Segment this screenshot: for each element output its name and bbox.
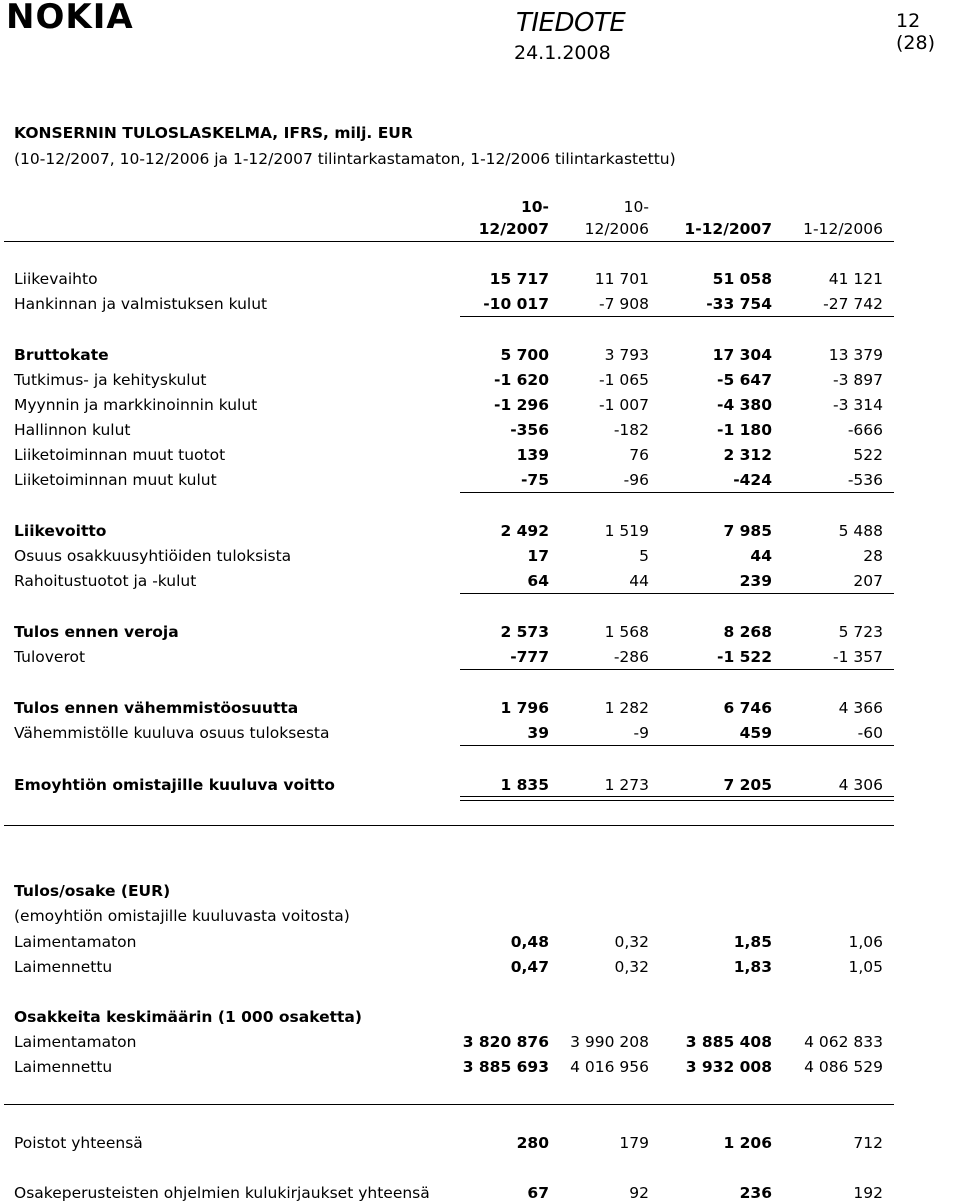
nokia-logo: NOKIA: [6, 0, 134, 37]
subtotal-rule: [460, 316, 894, 317]
row-value-col4: 41 121: [828, 270, 883, 288]
col-header-2-line1: 10-: [623, 198, 649, 216]
other-row: [0, 1182, 960, 1204]
shares-row: [0, 1056, 960, 1078]
row-value-col3: 1 206: [723, 1134, 772, 1152]
row-value-col2: -182: [613, 421, 649, 439]
row-value-col2: -7 908: [599, 295, 649, 313]
shares-title-row: [0, 1006, 960, 1028]
subtotal-rule: [460, 669, 894, 670]
header-rule: [4, 241, 894, 242]
row-value-col3: -1 180: [717, 421, 772, 439]
document-date: 24.1.2008: [514, 42, 611, 64]
statement-row: [0, 621, 960, 643]
row-label: Poistot yhteensä: [14, 1134, 143, 1152]
row-value-col1: -777: [510, 648, 549, 666]
statement-row: [0, 570, 960, 592]
row-value-col2: -9: [633, 724, 649, 742]
statement-row: [0, 646, 960, 668]
row-value-col2: 1 273: [604, 776, 649, 794]
row-value-col4: 5 488: [838, 522, 883, 540]
row-value-col1: 39: [527, 724, 549, 742]
row-value-col1: 5 700: [500, 346, 549, 364]
row-value-col1: 280: [516, 1134, 549, 1152]
row-value-col2: -96: [623, 471, 649, 489]
document-type: TIEDOTE: [516, 8, 626, 38]
subtotal-rule: [460, 745, 894, 746]
row-label: Vähemmistölle kuuluva osuus tuloksesta: [14, 724, 330, 742]
section-rule-2: [4, 1104, 894, 1105]
row-value-col4: 5 723: [838, 623, 883, 641]
row-value-col2: 4 016 956: [570, 1058, 649, 1076]
row-value-col2: 1 519: [604, 522, 649, 540]
col-header-2-line2: 12/2006: [584, 220, 649, 238]
row-value-col4: 4 086 529: [804, 1058, 883, 1076]
row-label: Hallinnon kulut: [14, 421, 131, 439]
row-value-col3: 1,83: [733, 958, 772, 976]
row-value-col3: 7 985: [723, 522, 772, 540]
row-value-col3: 7 205: [723, 776, 772, 794]
eps-note: (emoyhtiön omistajille kuuluvasta voitosta): [14, 907, 350, 925]
row-value-col1: 64: [527, 572, 549, 590]
row-label: Laimennettu: [14, 958, 113, 976]
row-value-col4: 28: [863, 547, 883, 565]
row-value-col1: -75: [520, 471, 549, 489]
row-value-col3: 8 268: [723, 623, 772, 641]
row-label: Bruttokate: [14, 346, 109, 364]
row-label: Liikevoitto: [14, 522, 107, 540]
statement-row: [0, 394, 960, 416]
eps-title: Tulos/osake (EUR): [14, 882, 171, 900]
row-label: Tulos ennen veroja: [14, 623, 179, 641]
row-value-col4: -1 357: [833, 648, 883, 666]
row-value-col1: 67: [527, 1184, 549, 1202]
row-value-col1: 139: [516, 446, 549, 464]
row-value-col3: 236: [739, 1184, 772, 1202]
row-value-col4: -3 314: [833, 396, 883, 414]
row-value-col4: 4 062 833: [804, 1033, 883, 1051]
row-value-col2: 0,32: [614, 933, 649, 951]
eps-title-row: [0, 880, 960, 902]
row-value-col3: 3 932 008: [685, 1058, 772, 1076]
row-label: Laimentamaton: [14, 1033, 137, 1051]
row-value-col3: -424: [733, 471, 772, 489]
shares-row: [0, 1031, 960, 1053]
row-value-col1: -10 017: [483, 295, 549, 313]
row-label: Hankinnan ja valmistuksen kulut: [14, 295, 268, 313]
row-value-col4: -666: [847, 421, 883, 439]
row-value-col3: 51 058: [712, 270, 772, 288]
row-value-col4: 192: [853, 1184, 883, 1202]
row-value-col2: 44: [629, 572, 649, 590]
row-value-col4: 4 366: [838, 699, 883, 717]
row-value-col2: 11 701: [594, 270, 649, 288]
row-value-col3: 6 746: [723, 699, 772, 717]
row-value-col3: 2 312: [723, 446, 772, 464]
row-label: Tutkimus- ja kehityskulut: [14, 371, 207, 389]
row-value-col4: 13 379: [828, 346, 883, 364]
statement-row: [0, 697, 960, 719]
row-value-col2: 76: [629, 446, 649, 464]
row-label: Emoyhtiön omistajille kuuluva voitto: [14, 776, 335, 794]
row-value-col4: 207: [853, 572, 883, 590]
row-value-col4: -536: [847, 471, 883, 489]
row-label: Rahoitustuotot ja -kulut: [14, 572, 197, 590]
row-value-col3: -5 647: [717, 371, 772, 389]
row-label: Liiketoiminnan muut tuotot: [14, 446, 226, 464]
row-value-col2: 0,32: [614, 958, 649, 976]
statement-subtitle: (10-12/2007, 10-12/2006 ja 1-12/2007 tilintarkastamaton, 1-12/2006 tilintarkastettu): [14, 150, 676, 168]
row-value-col1: 3 885 693: [462, 1058, 549, 1076]
row-value-col2: 179: [619, 1134, 649, 1152]
row-value-col3: -4 380: [717, 396, 772, 414]
row-value-col1: 1 796: [500, 699, 549, 717]
statement-row: [0, 369, 960, 391]
subtotal-rule: [460, 492, 894, 493]
shares-title: Osakkeita keskimäärin (1 000 osaketta): [14, 1008, 362, 1026]
row-label: Tulos ennen vähemmistöosuutta: [14, 699, 299, 717]
row-label: Osakeperusteisten ohjelmien kulukirjaukset yhteensä: [14, 1184, 430, 1202]
statement-row: [0, 419, 960, 441]
row-label: Laimennettu: [14, 1058, 113, 1076]
row-value-col2: -1 065: [599, 371, 649, 389]
page-number: 12 (28): [896, 10, 936, 54]
row-value-col4: 4 306: [838, 776, 883, 794]
row-value-col1: 15 717: [489, 270, 549, 288]
row-value-col3: 3 885 408: [685, 1033, 772, 1051]
row-label: Osuus osakkuusyhtiöiden tuloksista: [14, 547, 292, 565]
row-value-col4: 1,06: [848, 933, 883, 951]
row-value-col2: 3 793: [604, 346, 649, 364]
row-value-col3: 239: [739, 572, 772, 590]
statement-row: [0, 444, 960, 466]
statement-row: [0, 469, 960, 491]
row-value-col1: 0,47: [510, 958, 549, 976]
col-header-1-line1: 10-: [520, 198, 549, 216]
row-value-col1: 2 492: [500, 522, 549, 540]
statement-row: [0, 344, 960, 366]
statement-row: [0, 774, 960, 796]
row-value-col2: 1 568: [604, 623, 649, 641]
subtotal-rule: [460, 593, 894, 594]
row-label: Myynnin ja markkinoinnin kulut: [14, 396, 258, 414]
row-value-col4: 522: [853, 446, 883, 464]
row-value-col2: 5: [639, 547, 649, 565]
row-value-col2: 3 990 208: [570, 1033, 649, 1051]
other-row: [0, 1132, 960, 1154]
section-rule-1: [4, 825, 894, 826]
row-value-col4: -3 897: [833, 371, 883, 389]
row-value-col3: -33 754: [706, 295, 772, 313]
statement-row: [0, 268, 960, 290]
row-value-col2: -1 007: [599, 396, 649, 414]
row-value-col4: 1,05: [848, 958, 883, 976]
row-value-col3: 44: [750, 547, 772, 565]
row-label: Liiketoiminnan muut kulut: [14, 471, 217, 489]
row-label: Liikevaihto: [14, 270, 98, 288]
statement-title: KONSERNIN TULOSLASKELMA, IFRS, milj. EUR: [14, 124, 413, 142]
col-header-1-line2: 12/2007: [478, 220, 549, 238]
row-value-col3: -1 522: [717, 648, 772, 666]
statement-row: [0, 520, 960, 542]
row-value-col3: 459: [739, 724, 772, 742]
row-value-col1: -1 296: [494, 396, 549, 414]
row-value-col1: 3 820 876: [462, 1033, 549, 1051]
total-double-rule: [460, 796, 894, 801]
row-value-col4: 712: [853, 1134, 883, 1152]
row-label: Tuloverot: [14, 648, 86, 666]
eps-note-row: [0, 905, 960, 927]
row-value-col1: 17: [527, 547, 549, 565]
row-value-col1: 0,48: [510, 933, 549, 951]
row-value-col1: 1 835: [500, 776, 549, 794]
row-value-col1: -356: [510, 421, 549, 439]
row-value-col2: 92: [629, 1184, 649, 1202]
statement-row: [0, 722, 960, 744]
statement-row: [0, 293, 960, 315]
row-label: Laimentamaton: [14, 933, 137, 951]
col-header-3: 1-12/2007: [684, 220, 772, 238]
eps-row: [0, 931, 960, 953]
statement-row: [0, 545, 960, 567]
row-value-col2: 1 282: [604, 699, 649, 717]
row-value-col1: 2 573: [500, 623, 549, 641]
eps-row: [0, 956, 960, 978]
row-value-col2: -286: [613, 648, 649, 666]
row-value-col4: -60: [857, 724, 883, 742]
col-header-4: 1-12/2006: [803, 220, 883, 238]
row-value-col1: -1 620: [494, 371, 549, 389]
row-value-col3: 1,85: [733, 933, 772, 951]
row-value-col3: 17 304: [712, 346, 772, 364]
row-value-col4: -27 742: [823, 295, 883, 313]
